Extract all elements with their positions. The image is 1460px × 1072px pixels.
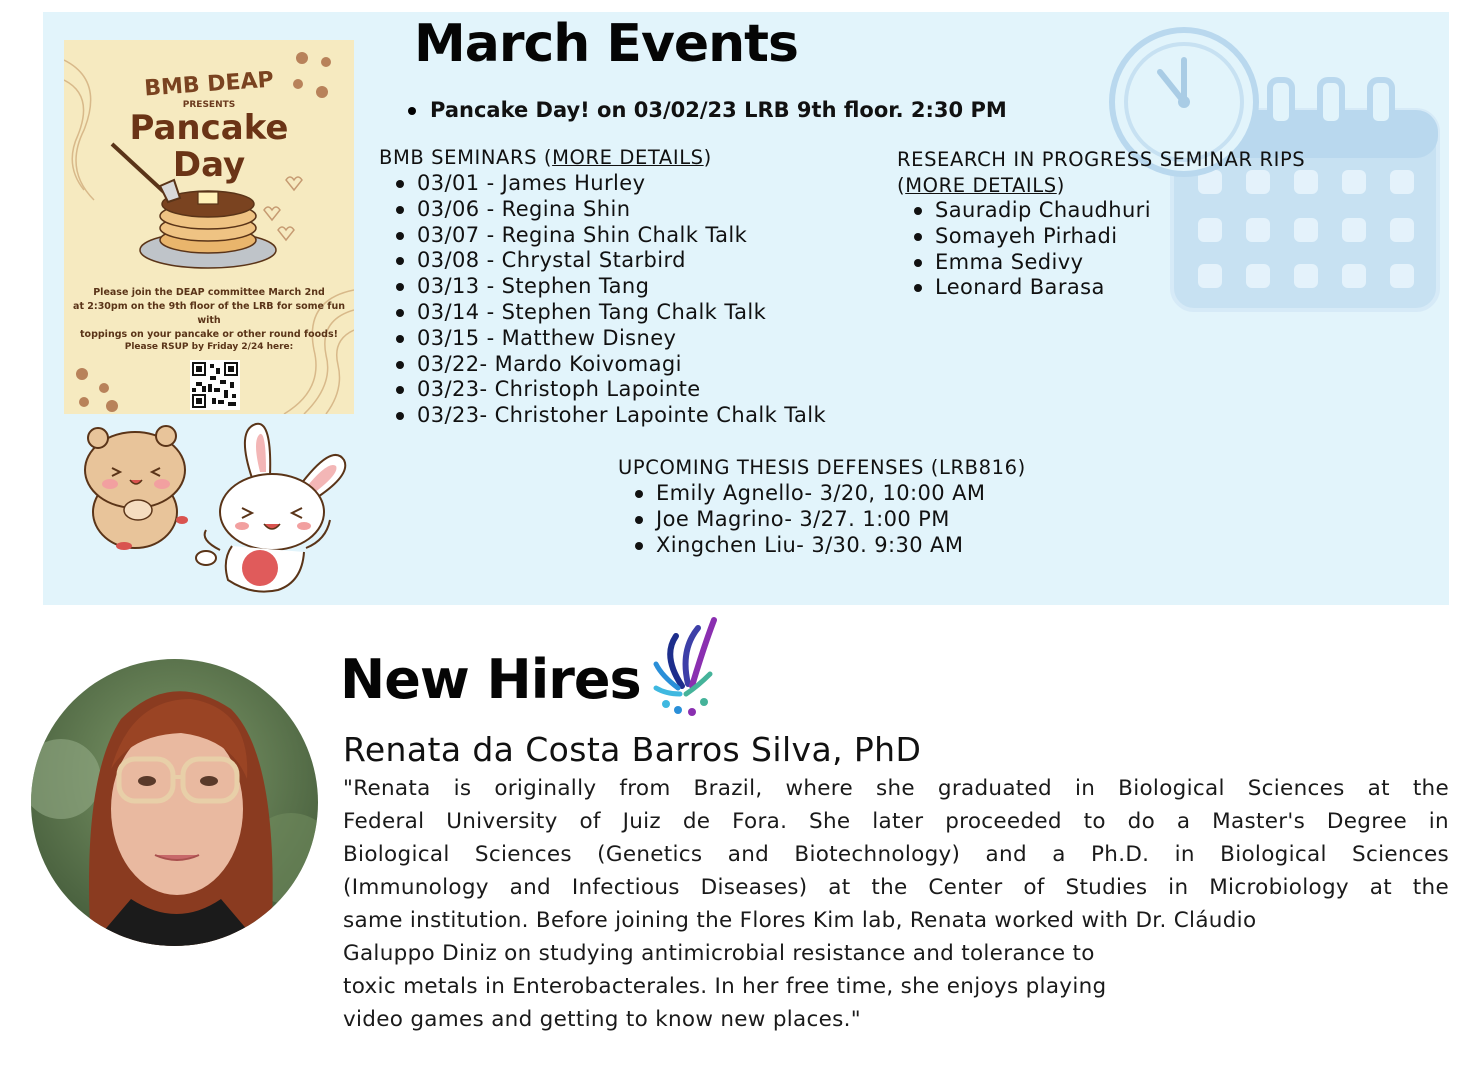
bmb-seminars-paren: ) (703, 146, 712, 169)
rips-heading: RESEARCH IN PROGRESS SEMINAR RIPS (897, 148, 1306, 171)
list-item: 03/23- Christoher Lapointe Chalk Talk (379, 403, 826, 429)
list-item: 03/23- Christoph Lapointe (379, 377, 826, 403)
bmb-seminars-label: BMB SEMINARS ( (379, 146, 553, 169)
poster-body-line: at 2:30pm on the 9th floor of the LRB for some fun with (73, 301, 345, 326)
list-item: Leonard Barasa (897, 275, 1151, 301)
portrait-photo (31, 659, 318, 946)
bio-line: (Immunology and Infectious Diseases) at the Center of Studies in Microbiology at the (343, 875, 1449, 900)
list-item: Joe Magrino- 3/27. 1:00 PM (618, 507, 985, 533)
bio-line: Federal University of Juiz de Fora. She later proceeded to do a Master's Degree in (343, 809, 1449, 834)
list-item: 03/22- Mardo Koivomagi (379, 352, 826, 378)
poster-rsvp: Please RSUP by Friday 2/24 here: (124, 342, 294, 352)
thesis-defenses-heading: UPCOMING THESIS DEFENSES (LRB816) (618, 456, 1026, 479)
bmb-seminars-list (379, 171, 826, 429)
highlight-text: Pancake Day! on 03/02/23 LRB 9th floor. 2:30 PM (430, 98, 1007, 122)
poster-presents: PRESENTS (182, 100, 236, 110)
rips-paren-open: ( (897, 174, 906, 197)
pancake-day-poster (64, 40, 354, 414)
rips-more-details (897, 173, 1065, 199)
bio-line: Galuppo Diniz on studying antimicrobial resistance and tolerance to (343, 941, 1095, 966)
bullet-icon (408, 107, 416, 115)
poster-body (72, 286, 346, 342)
list-item: 03/08 - Chrystal Starbird (379, 248, 826, 274)
list-item: 03/14 - Stephen Tang Chalk Talk (379, 300, 826, 326)
bio-line: toxic metals in Enterobacterales. In her free time, she enjoys playing (343, 974, 1107, 999)
list-item: Emily Agnello- 3/20, 10:00 AM (618, 481, 985, 507)
hire-bio (343, 772, 1449, 1036)
list-item: Somayeh Pirhadi (897, 224, 1151, 250)
list-item: 03/01 - James Hurley (379, 171, 826, 197)
bio-line: video games and getting to know new places." (343, 1007, 861, 1032)
avatar (31, 659, 318, 946)
pancake-stack-illustration (140, 191, 276, 268)
poster-body-line: Please join the DEAP committee March 2nd (93, 287, 325, 298)
qr-code[interactable] (190, 360, 240, 410)
thesis-defenses-list (618, 481, 985, 558)
rips-more-details-link[interactable]: MORE DETAILS (905, 174, 1057, 197)
events-title: March Events (414, 14, 798, 74)
poster-title (64, 110, 354, 184)
burst-decoration-icon (652, 616, 720, 718)
poster-org: BMB DEAP (143, 67, 275, 102)
list-item: 03/06 - Regina Shin (379, 197, 826, 223)
rips-list (897, 198, 1151, 301)
hamster-illustration (80, 420, 195, 552)
poster-title-line1: Pancake (129, 108, 289, 148)
list-item: 03/15 - Matthew Disney (379, 326, 826, 352)
new-hires-title: New Hires (340, 648, 641, 711)
list-item: 03/13 - Stephen Tang (379, 274, 826, 300)
bunny-illustration (192, 420, 352, 598)
poster-title-line2: Day (172, 145, 246, 185)
list-item: Xingchen Liu- 3/30. 9:30 AM (618, 533, 985, 559)
list-item: Emma Sedivy (897, 250, 1151, 276)
bmb-seminars-heading (379, 145, 712, 171)
poster-body-line: toppings on your pancake or other round foods! (80, 329, 338, 340)
highlight-event (408, 98, 1007, 122)
bio-line: "Renata is originally from Brazil, where she graduated in Biological Sciences at the (343, 776, 1449, 801)
rips-paren-close: ) (1056, 174, 1065, 197)
list-item: Sauradip Chaudhuri (897, 198, 1151, 224)
bmb-seminars-more-details-link[interactable]: MORE DETAILS (552, 146, 704, 169)
hire-name: Renata da Costa Barros Silva, PhD (343, 730, 922, 769)
bio-line: same institution. Before joining the Flores Kim lab, Renata worked with Dr. Cláudio (343, 908, 1257, 933)
list-item: 03/07 - Regina Shin Chalk Talk (379, 223, 826, 249)
bio-line: Biological Sciences (Genetics and Biotechnology) and a Ph.D. in Biological Sciences (343, 842, 1449, 867)
